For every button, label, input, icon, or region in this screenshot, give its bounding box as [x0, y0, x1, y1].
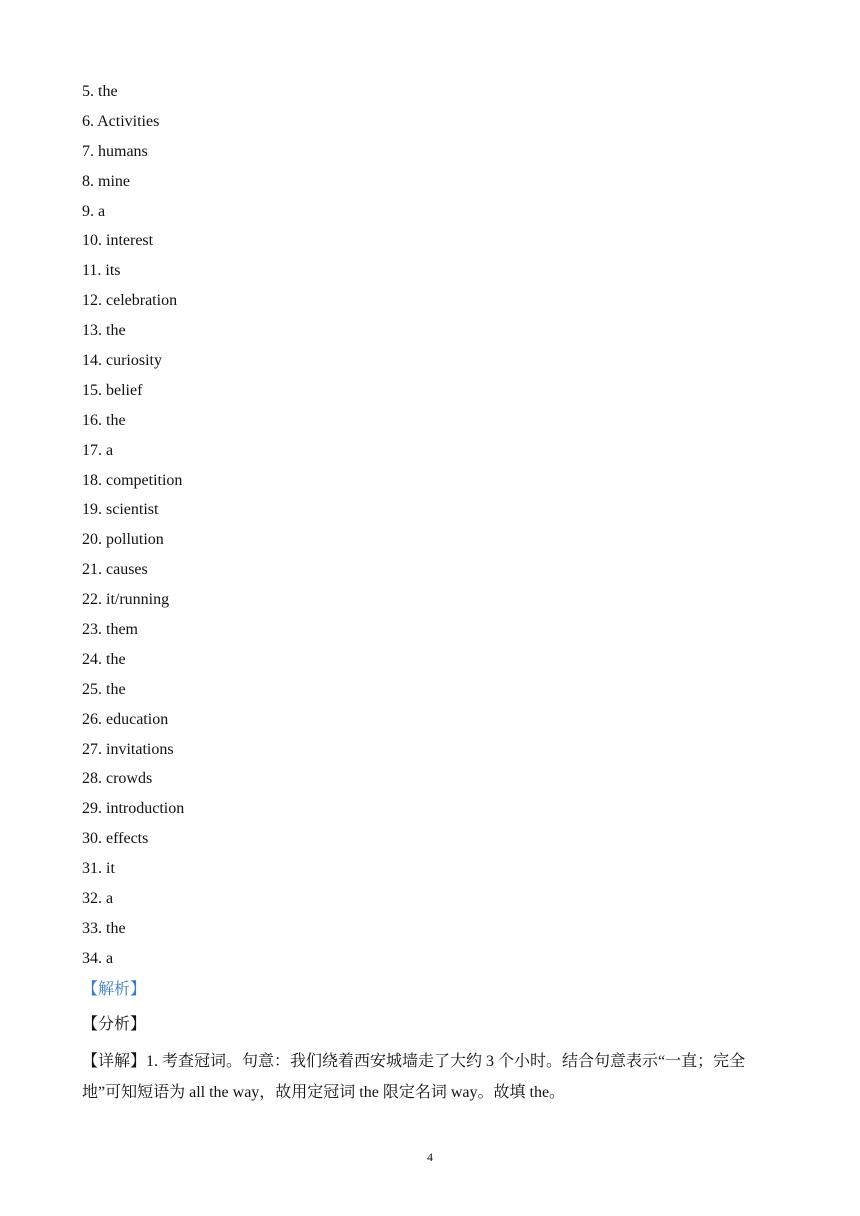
answer-item: 24. the	[82, 650, 126, 668]
detail-paragraph: 【详解】1. 考查冠词。句意：我们绕着西安城墙走了大约 3 个小时。结合句意表示“一直；完全地”可知短语为 all the way，故用定冠词 the 限定名词 way。故填 the。	[82, 1053, 746, 1101]
answer-item: 29. introduction	[82, 800, 185, 818]
answer-item: 23. them	[82, 621, 138, 639]
answer-item: 8. mine	[82, 172, 130, 190]
jiexi-heading: 【解析】	[82, 981, 147, 998]
answer-item: 32. a	[82, 890, 114, 908]
answer-item: 5. the	[82, 83, 118, 100]
answer-item: 9. a	[82, 202, 106, 220]
answer-item: 27. invitations	[82, 740, 174, 758]
answer-item: 14. curiosity	[82, 352, 162, 370]
answer-item: 28. crowds	[82, 770, 153, 788]
answer-item: 22. it/running	[82, 591, 170, 609]
answer-item: 16. the	[82, 411, 126, 429]
answer-item: 12. celebration	[82, 292, 178, 310]
answer-item: 34. a	[82, 949, 114, 967]
answer-list	[82, 80, 184, 977]
answer-item: 25. the	[82, 680, 126, 698]
answer-item: 7. humans	[82, 142, 148, 160]
answer-item: 13. the	[82, 322, 126, 340]
fenxi-heading: 【分析】	[82, 1016, 147, 1033]
answer-item: 33. the	[82, 919, 126, 937]
answer-item: 6. Activities	[82, 112, 160, 130]
answer-item: 10. interest	[82, 232, 154, 250]
answer-item: 18. competition	[82, 471, 183, 489]
answer-item: 26. education	[82, 710, 169, 728]
answer-item: 30. effects	[82, 830, 149, 848]
answer-item: 19. scientist	[82, 501, 159, 519]
answer-item: 11. its	[82, 262, 121, 280]
answer-item: 31. it	[82, 860, 115, 878]
answer-item: 17. a	[82, 441, 114, 459]
answer-item: 20. pollution	[82, 531, 164, 549]
answer-item: 15. belief	[82, 381, 143, 399]
answer-item: 21. causes	[82, 561, 148, 579]
page-number: 4	[427, 1150, 433, 1164]
